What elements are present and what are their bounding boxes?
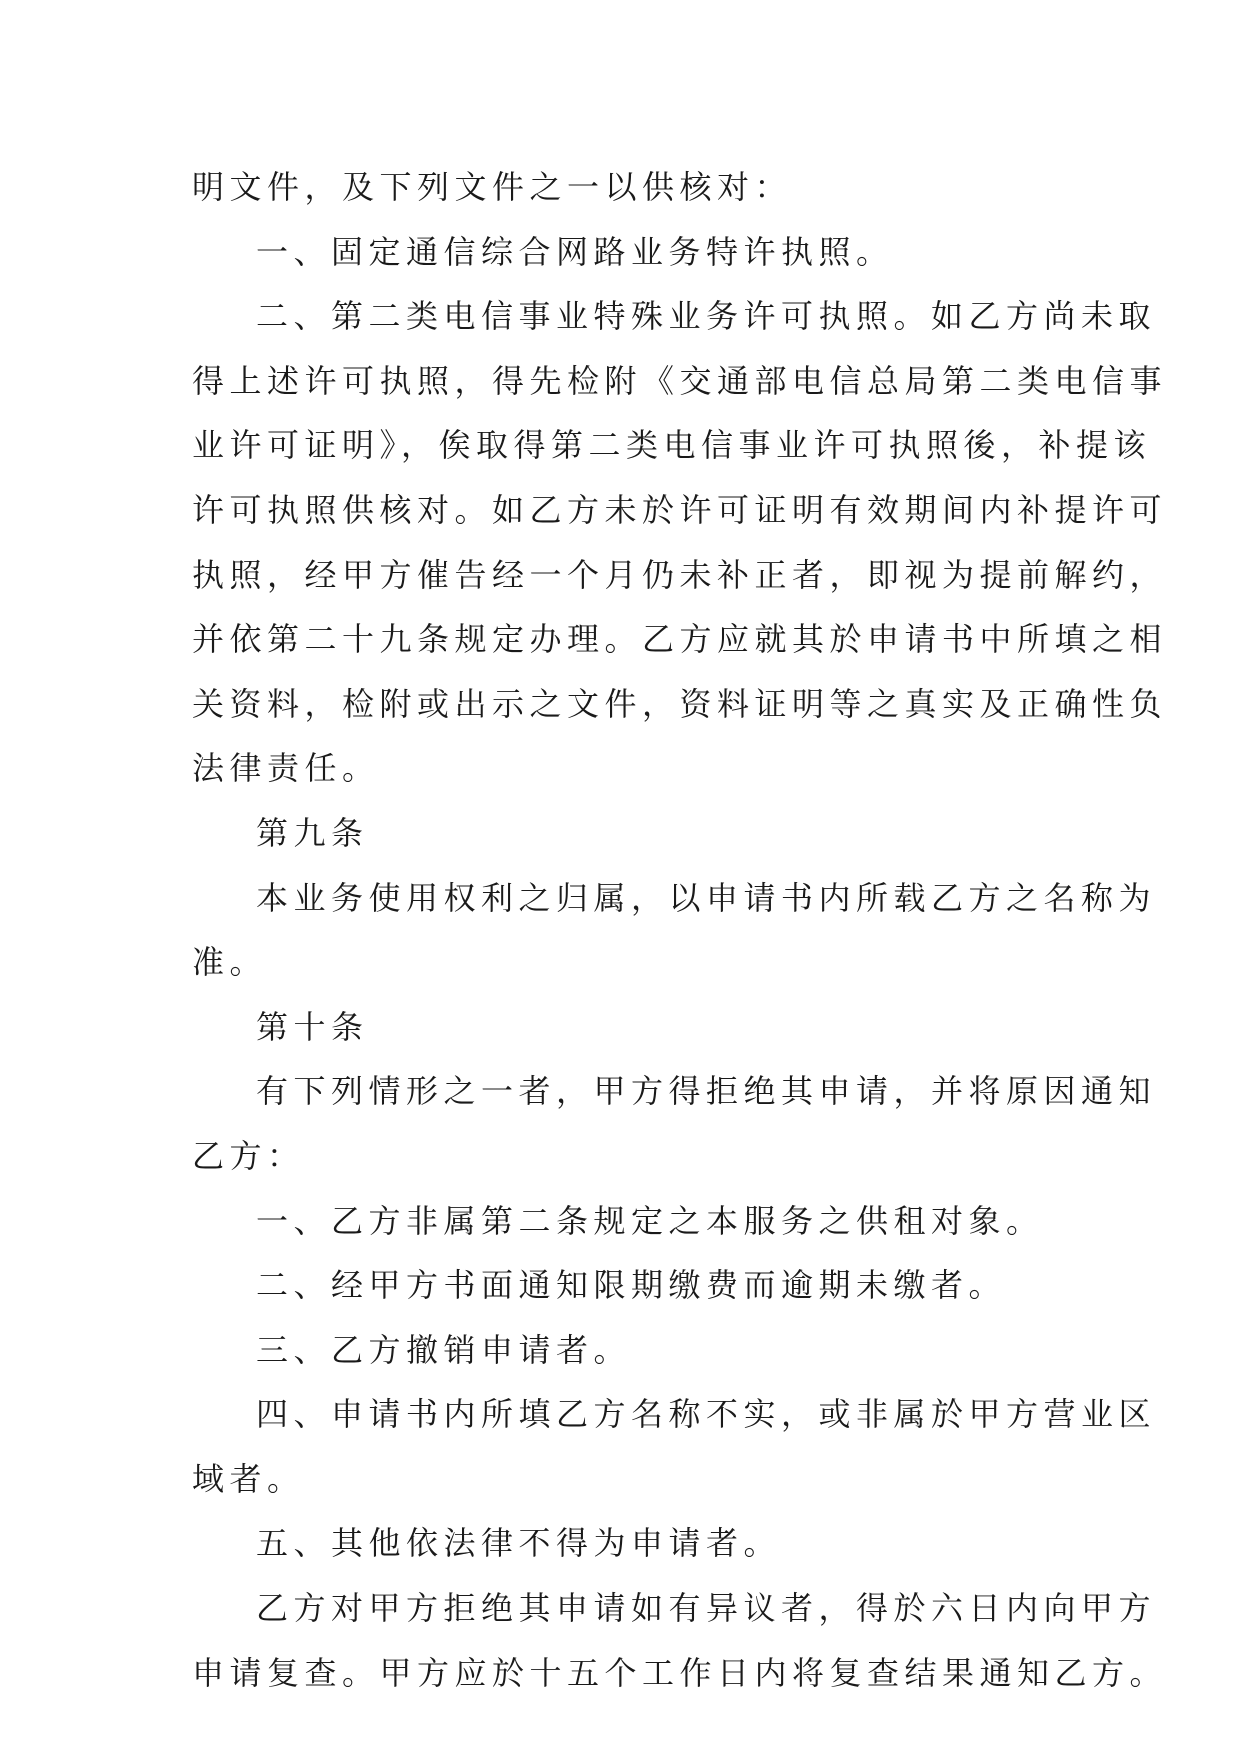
text-line: 关资料，检附或出示之文件，资料证明等之真实及正确性负 [192,684,1168,723]
list-item-2: 二、经甲方书面通知限期缴费而逾期未缴者。 [256,1266,1007,1305]
paragraph-start: 乙方对甲方拒绝其申请如有异议者，得於六日内向甲方 [256,1589,1157,1628]
text-line: 业许可证明》，俟取得第二类电信事业许可执照後，补提该 [192,426,1152,465]
article-heading-9: 第九条 [256,813,369,852]
list-item-3: 三、乙方撤销申请者。 [256,1330,632,1369]
article-heading-10: 第十条 [256,1007,369,1046]
paragraph-start: 有下列情形之一者，甲方得拒绝其申请，并将原因通知 [256,1072,1157,1111]
text-line: 执照，经甲方催告经一个月仍未补正者，即视为提前解约， [192,555,1168,594]
paragraph-start: 本业务使用权利之归属，以申请书内所载乙方之名称为 [256,878,1157,917]
list-item-5: 五、其他依法律不得为申请者。 [256,1524,782,1563]
list-item-1: 一、固定通信综合网路业务特许执照。 [256,232,894,271]
text-line: 申请复查。甲方应於十五个工作日内将复查结果通知乙方。 [192,1653,1168,1692]
list-item-1: 一、乙方非属第二条规定之本服务之供租对象。 [256,1201,1044,1240]
list-item-2: 二、第二类电信事业特殊业务许可执照。如乙方尚未取 [256,297,1157,336]
text-line: 得上述许可执照，得先检附《交通部电信总局第二类电信事 [192,361,1168,400]
text-line: 法律责任。 [192,749,380,788]
document-body [192,155,1168,1705]
text-line: 域者。 [192,1459,305,1498]
text-line: 准。 [192,943,268,982]
text-line: 许可执照供核对。如乙方未於许可证明有效期间内补提许可 [192,490,1168,529]
text-line: 并依第二十九条规定办理。乙方应就其於申请书中所填之相 [192,620,1168,659]
text-line: 明文件，及下列文件之一以供核对： [192,168,793,206]
text-line: 乙方： [192,1136,305,1175]
list-item-4: 四、申请书内所填乙方名称不实，或非属於甲方营业区 [256,1395,1157,1434]
